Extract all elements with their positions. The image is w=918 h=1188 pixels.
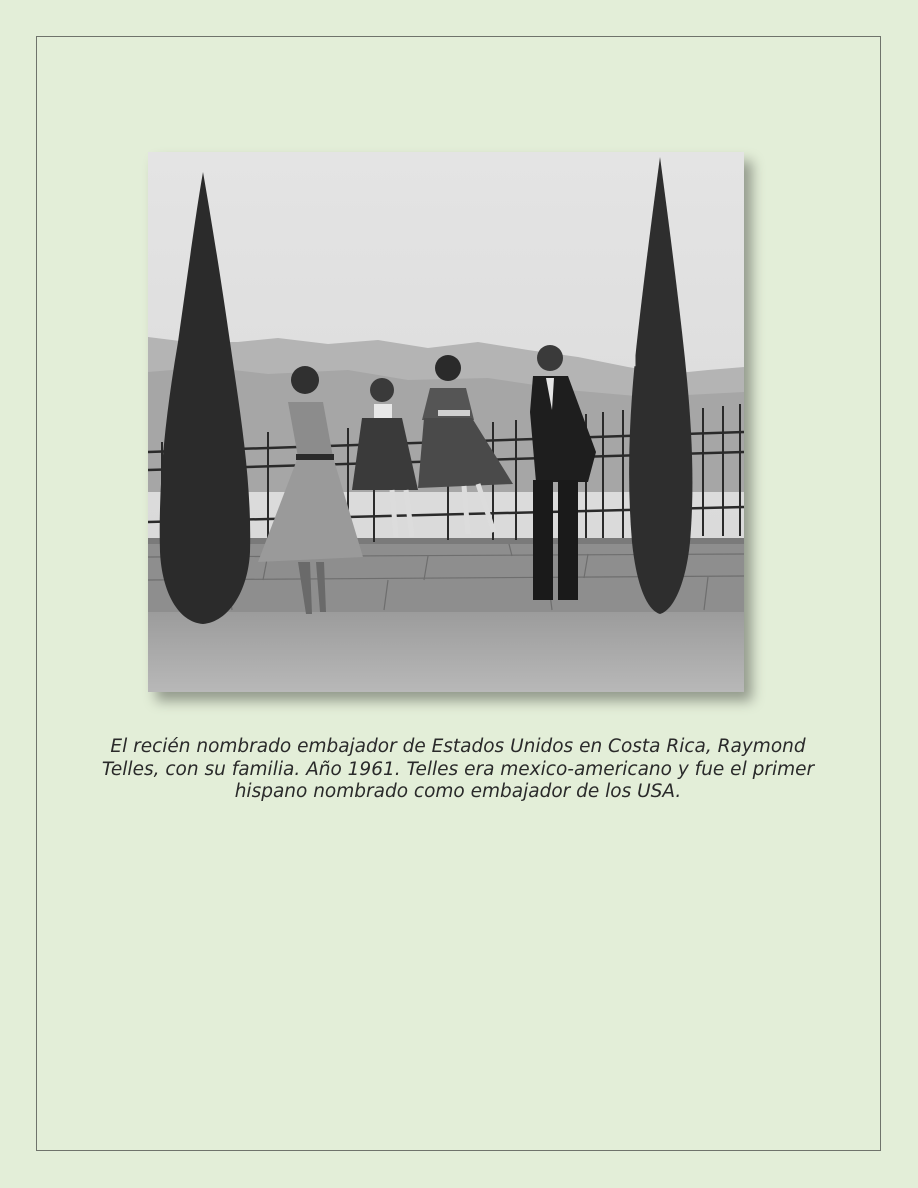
family-photo-image [148, 152, 744, 692]
family-photo [148, 152, 744, 692]
lawn [148, 607, 744, 692]
photo-caption: El recién nombrado embajador de Estados Unidos en Costa Rica, Raymond Telles, con su familia. Año 1961. Telles era mexico-americano y fue el primer hispano nombrado como embajador de los USA. [101, 736, 815, 802]
